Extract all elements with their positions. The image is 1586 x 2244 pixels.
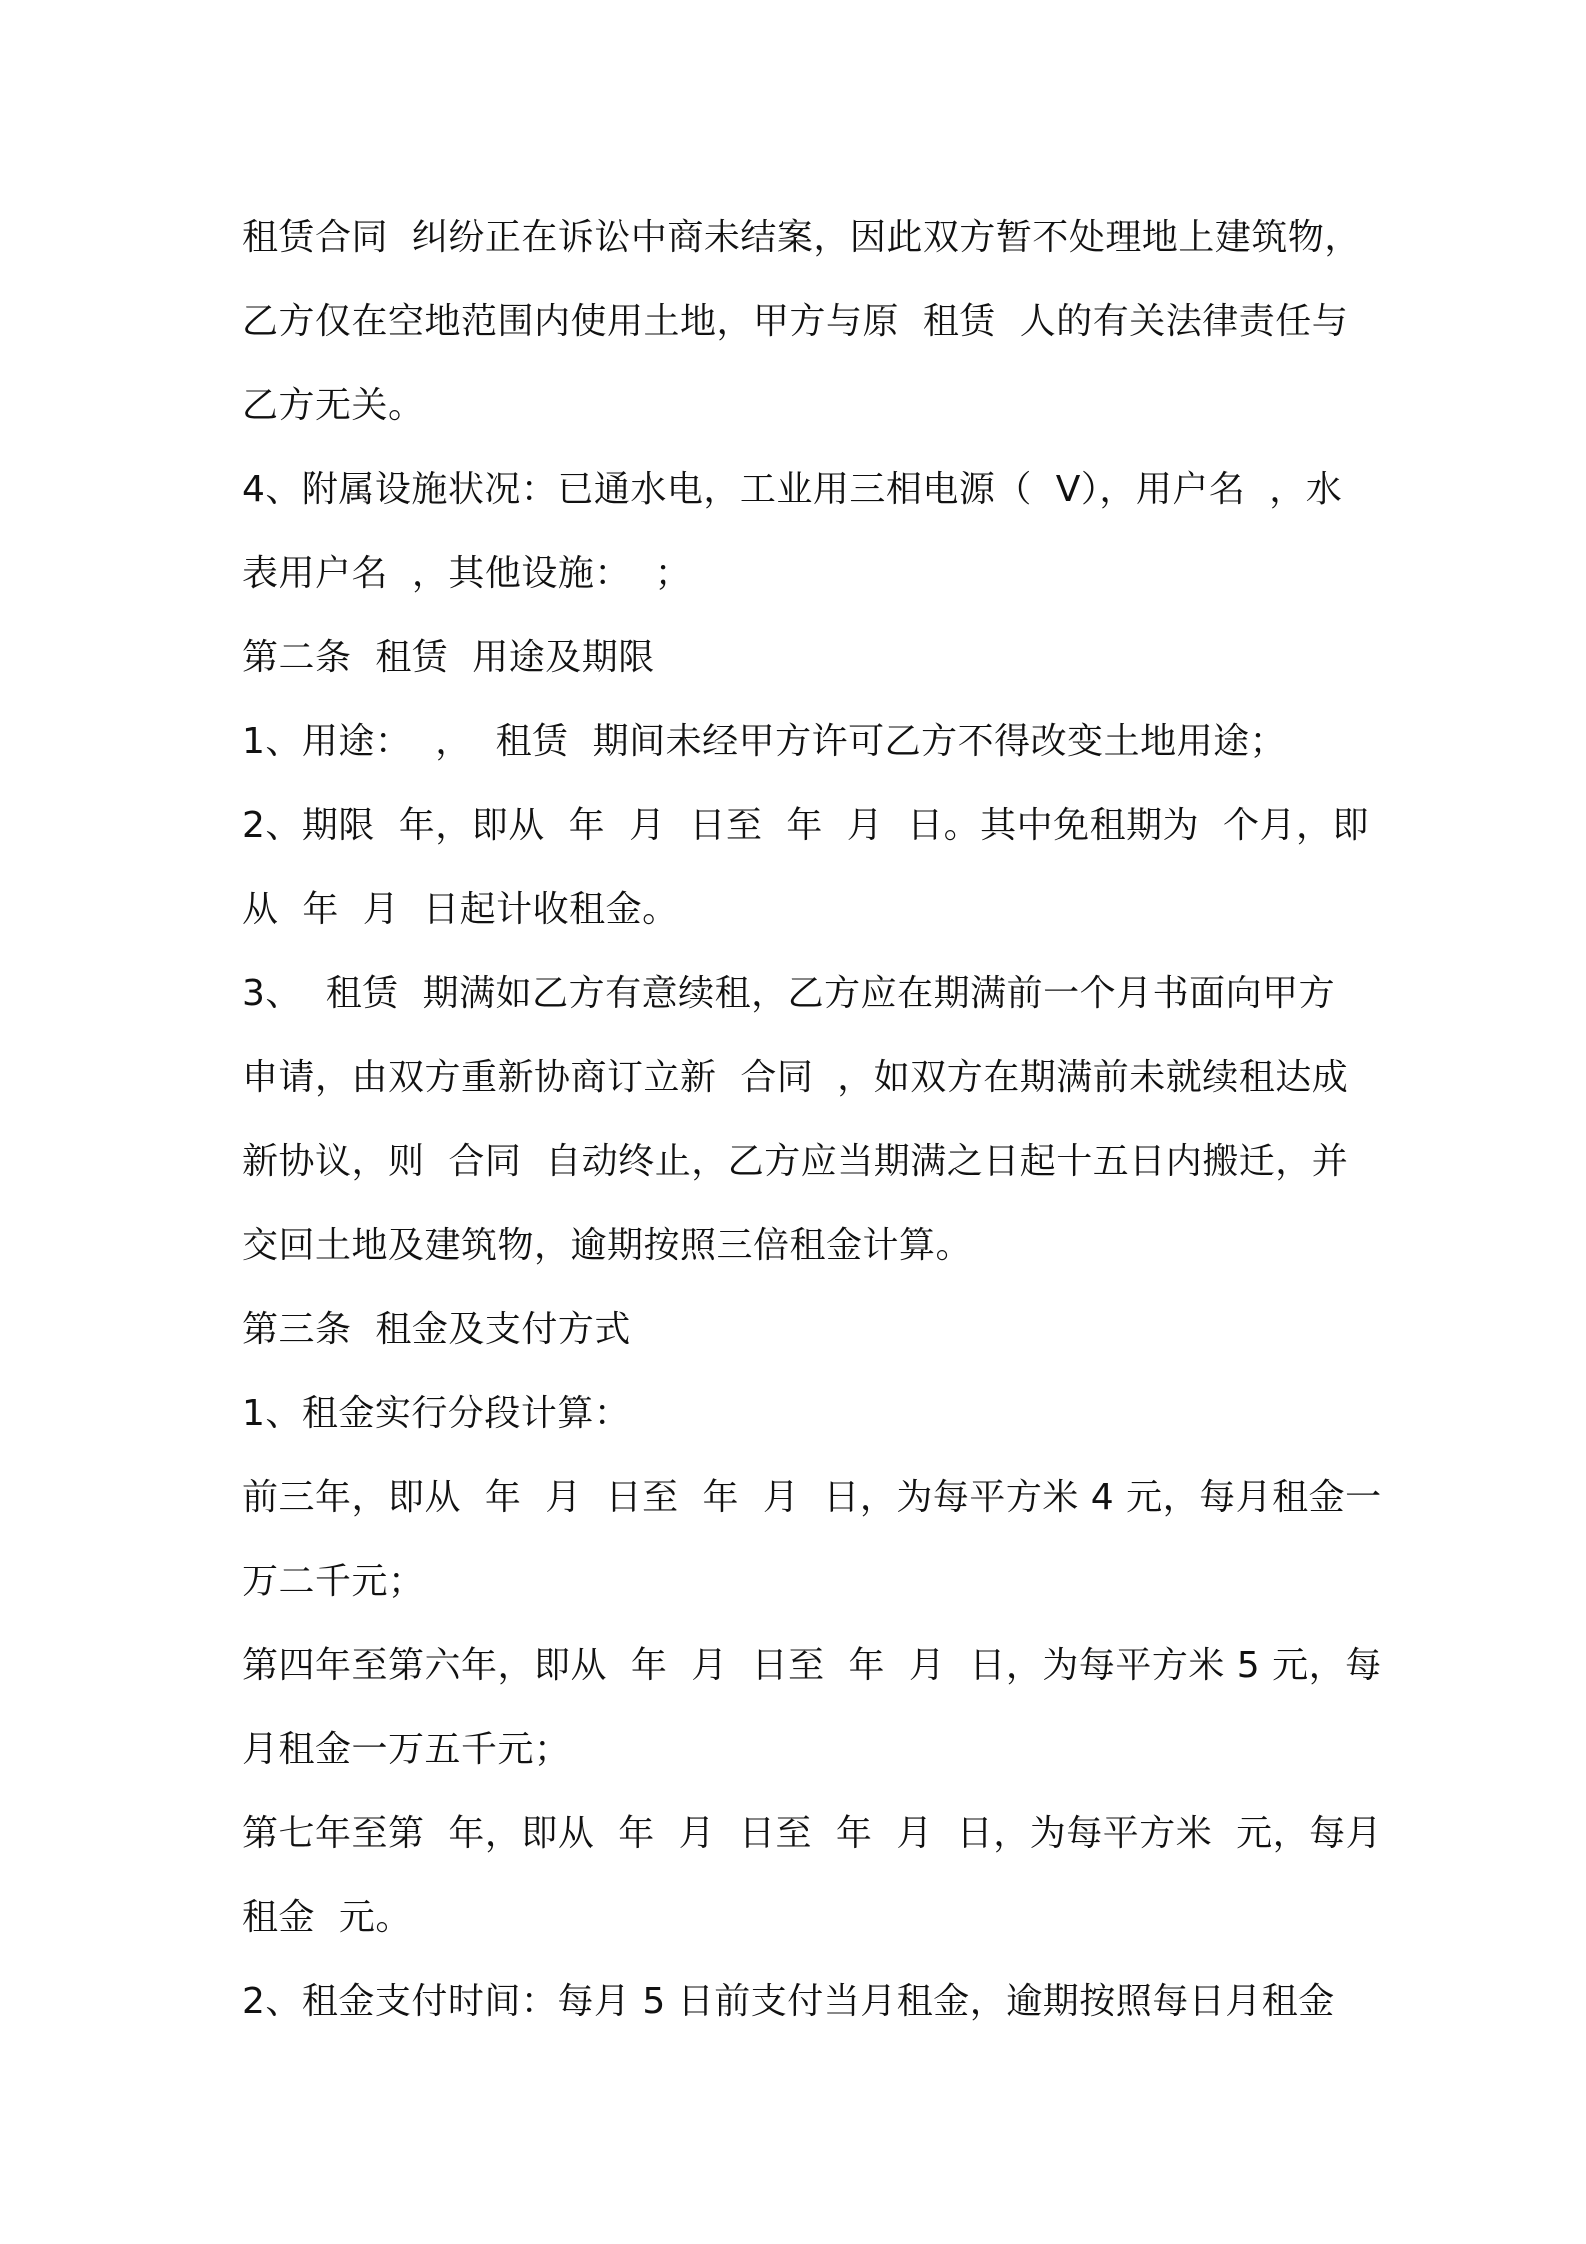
text-line: 申请，由双方重新协商订立新 合同 ，如双方在期满前未就续租达成 bbox=[242, 1057, 1349, 1098]
text-line: 前三年，即从 年 月 日至 年 月 日，为每平方米 4 元，每月租金一 bbox=[242, 1477, 1382, 1518]
text-line: 新协议，则 合同 自动终止，乙方应当期满之日起十五日内搬迁，并 bbox=[242, 1141, 1349, 1182]
text-line: 租赁合同 纠纷正在诉讼中商未结案，因此双方暂不处理地上建筑物， bbox=[242, 217, 1361, 258]
text-line: 4、附属设施状况：已通水电，工业用三相电源（ V），用户名 ，水 bbox=[242, 469, 1343, 510]
text-line: 3、 租赁 期满如乙方有意续租，乙方应在期满前一个月书面向甲方 bbox=[242, 973, 1336, 1014]
text-line: 表用户名 ，其他设施： ； bbox=[242, 553, 692, 594]
text-line: 交回土地及建筑物，逾期按照三倍租金计算。 bbox=[242, 1225, 973, 1266]
text-line: 2、期限 年，即从 年 月 日至 年 月 日。其中免租期为 个月，即 bbox=[242, 805, 1369, 846]
document-body bbox=[242, 196, 1383, 2044]
text-line: 第四年至第六年，即从 年 月 日至 年 月 日，为每平方米 5 元，每 bbox=[242, 1645, 1382, 1686]
text-line: 乙方仅在空地范围内使用土地，甲方与原 租赁 人的有关法律责任与 bbox=[242, 301, 1349, 342]
text-line: 租金 元。 bbox=[242, 1897, 412, 1938]
text-line: 1、用途： ， 租赁 期间未经甲方许可乙方不得改变土地用途； bbox=[242, 721, 1287, 762]
text-line: 第七年至第 年，即从 年 月 日至 年 月 日，为每平方米 元，每月 bbox=[242, 1813, 1383, 1854]
section-heading: 第三条 租金及支付方式 bbox=[242, 1309, 631, 1350]
section-heading: 第二条 租赁 用途及期限 bbox=[242, 637, 655, 678]
text-line: 乙方无关。 bbox=[242, 385, 425, 426]
text-line: 万二千元； bbox=[242, 1561, 425, 1602]
text-line: 2、租金支付时间：每月 5 日前支付当月租金，逾期按照每日月租金 bbox=[242, 1981, 1335, 2022]
text-line: 1、租金实行分段计算： bbox=[242, 1393, 631, 1434]
text-line: 从 年 月 日起计收租金。 bbox=[242, 889, 679, 930]
text-line: 月租金一万五千元； bbox=[242, 1729, 571, 1770]
